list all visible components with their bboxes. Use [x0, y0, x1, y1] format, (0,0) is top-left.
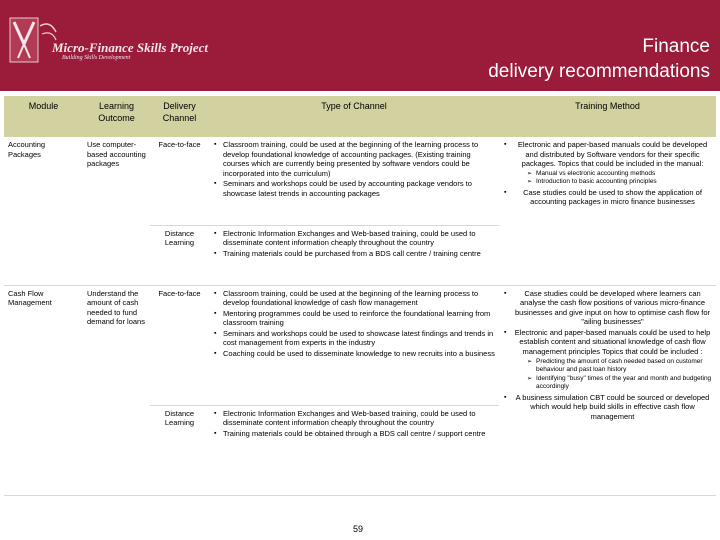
channel-type-cell — [209, 225, 499, 285]
list-item: ▪ Seminars and workshops could be used to showcase latest findings and trends in cost management from experts in the industry — [213, 329, 495, 348]
list-item: ▪ Classroom training, could be used at the beginning of the learning process to develop foundational knowledge of accounting packages. (Existing training courses which are currently being presented by software vendors could be incorporated into the curriculum) — [213, 140, 495, 178]
title-line-1: Finance — [642, 36, 710, 57]
training-method-cell — [499, 285, 716, 495]
list-item: ▪ Electronic Information Exchanges and Web-based training, could be used to disseminate content information cheaply throughout the country — [213, 409, 495, 428]
page-title — [488, 34, 710, 84]
list-item: ▪ Case studies could be developed where learners can analyse the cash flow positions of various micro-finance businesses and give input on how to optimise cash flow for "ailing businesses" — [503, 289, 712, 327]
header-type-of-channel: Type of Channel — [209, 96, 499, 137]
list-item: ▪ Coaching could be used to disseminate knowledge to new recruits into a business — [213, 349, 495, 359]
module-cell: Cash Flow Management — [4, 285, 83, 495]
sub-list-item: ➢ Manual vs electronic accounting methods — [527, 170, 712, 179]
channel-cell: Distance Learning — [150, 225, 209, 285]
list-item: ▪ Training materials could be obtained through a BDS call centre / support centre — [213, 429, 495, 439]
channel-type-cell — [209, 137, 499, 225]
channel-type-cell — [209, 405, 499, 495]
channel-cell: Face-to-face — [150, 137, 209, 225]
header-learning-outcome: Learning Outcome — [83, 96, 150, 137]
training-method-cell — [499, 137, 716, 285]
table-row — [4, 285, 716, 405]
sub-list-item: ➢ Introduction to basic accounting principles — [527, 178, 712, 187]
channel-cell: Face-to-face — [150, 285, 209, 405]
delivery-table — [4, 96, 716, 496]
table-row — [4, 137, 716, 225]
list-item: ▪ Case studies could be used to show the application of accounting packages in micro finance businesses — [503, 188, 712, 207]
channel-cell: Distance Learning — [150, 405, 209, 495]
list-item — [503, 140, 712, 187]
list-item — [503, 328, 712, 392]
list-item: ▪ Classroom training, could be used at the beginning of the learning process to develop foundational knowledge of cash flow management — [213, 289, 495, 308]
title-line-2: delivery recommendations — [488, 61, 710, 82]
header-module: Module — [4, 96, 83, 137]
list-item: ▪ Seminars and workshops could be used by accounting package vendors to showcase latest trends in accounting packages — [213, 179, 495, 198]
header-training-method: Training Method — [499, 96, 716, 137]
sub-list-item: ➢ Predicting the amount of cash needed based on customer behaviour and past loan history — [527, 358, 712, 375]
module-cell: Accounting Packages — [4, 137, 83, 285]
outcome-cell: Use computer-based accounting packages — [83, 137, 150, 285]
sub-list-item: ➢ Identifying "busy" times of the year and month and budgeting accordingly — [527, 375, 712, 392]
list-item: ▪ A business simulation CBT could be sourced or developed which would help build skills in effective cash flow management — [503, 393, 712, 422]
channel-type-cell — [209, 285, 499, 405]
header-delivery-channel: Delivery Channel — [150, 96, 209, 137]
list-item: ▪ Electronic Information Exchanges and Web-based training, could be used to disseminate content information cheaply throughout the country — [213, 229, 495, 248]
method-text: Electronic and paper-based manuals could be used to help establish content and situational knowledge of cash flow management principles Topics that could be included : — [514, 327, 711, 357]
outcome-cell: Understand the amount of cash needed to fund demand for loans — [83, 285, 150, 495]
logo-text: Micro-Finance Skills Project — [52, 40, 208, 55]
list-item: ▪ Training materials could be purchased from a BDS call centre / training centre — [213, 249, 495, 259]
list-item: ▪ Mentoring programmes could be used to reinforce the foundational learning from classroom training — [213, 309, 495, 328]
logo-tagline: Building Skills Development — [62, 55, 131, 61]
header-banner — [0, 0, 720, 91]
method-text: Electronic and paper-based manuals could be developed and distributed by Software vendors for their specific packages. Topics that could be included in the manual: — [517, 140, 708, 169]
table-header-row — [4, 96, 716, 137]
page-number: 59 — [353, 524, 364, 534]
